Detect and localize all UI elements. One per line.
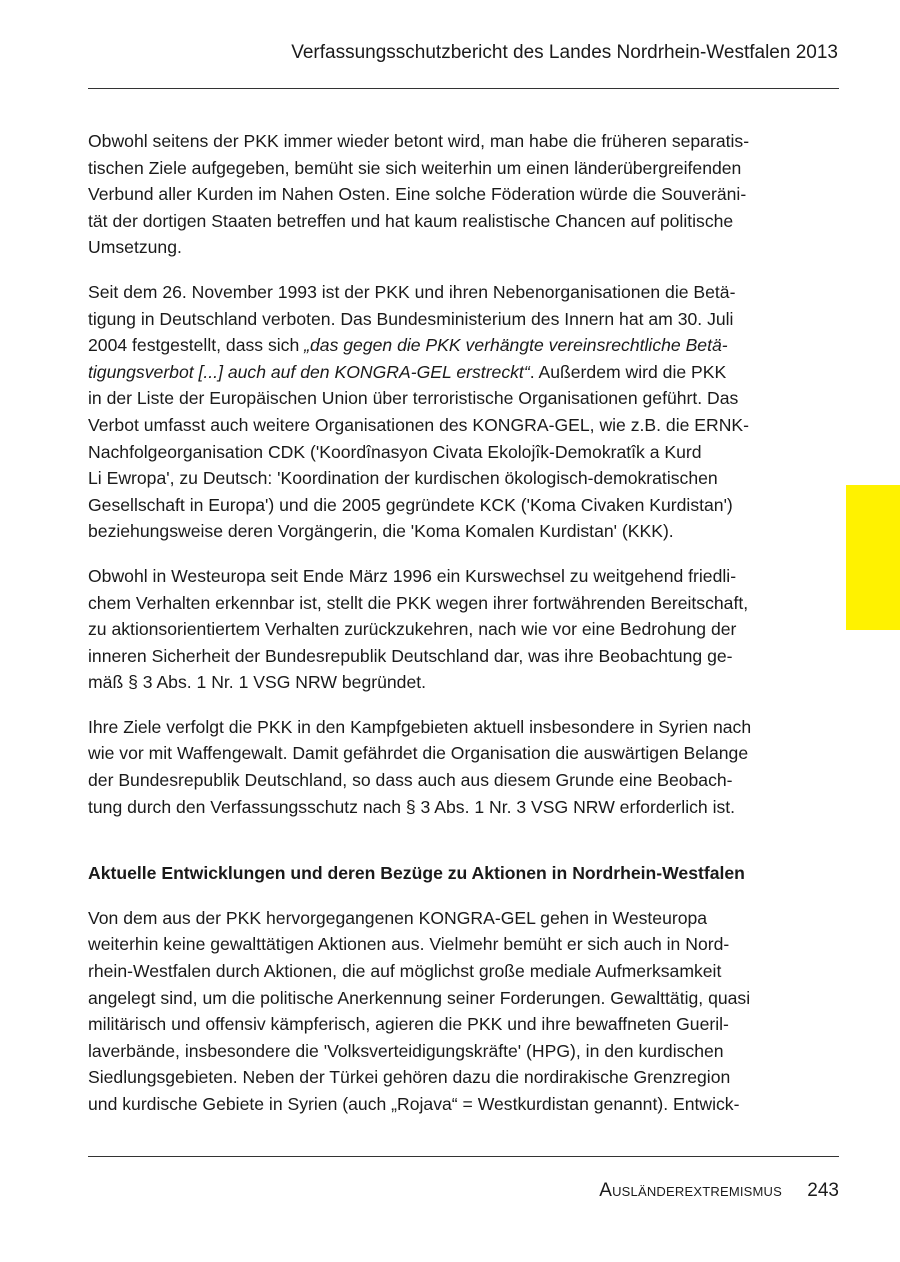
- text-line: der Bundesrepublik Deutschland, so dass auch aus diesem Grunde eine Beobach-: [88, 770, 733, 791]
- text-line: Umsetzung.: [88, 237, 182, 258]
- text-line: mäß § 3 Abs. 1 Nr. 1 VSG NRW begründet.: [88, 672, 427, 693]
- text-line: Ihre Ziele verfolgt die PKK in den Kampfgebieten aktuell insbesondere in Syrien nach: [88, 716, 752, 737]
- paragraph-3: [88, 563, 788, 696]
- body-text: [88, 128, 788, 1136]
- text-line: rhein-Westfalen durch Aktionen, die auf möglichst große mediale Aufmerksamkeit: [88, 961, 722, 982]
- text-line: Von dem aus der PKK hervorgegangenen KONGRA-GEL gehen in Westeuropa: [88, 907, 708, 928]
- text-line: tung durch den Verfassungsschutz nach § 3 Abs. 1 Nr. 3 VSG NRW erforderlich ist.: [88, 796, 736, 817]
- text-line: laverbände, insbesondere die 'Volksverteidigungskräfte' (HPG), in den kurdischen: [88, 1040, 724, 1061]
- page-number: 243: [807, 1180, 839, 1201]
- header-rule: [88, 88, 839, 89]
- text-line: [88, 332, 788, 359]
- page-footer: [599, 1180, 839, 1202]
- text-line: Obwohl in Westeuropa seit Ende März 1996 ein Kurswechsel zu weitgehend friedli-: [88, 565, 737, 586]
- text-line: in der Liste der Europäischen Union über terroristische Organisationen geführt. Das: [88, 388, 739, 409]
- paragraph-5: [88, 905, 788, 1118]
- text-line: chem Verhalten erkennbar ist, stellt die PKK wegen ihrer fortwährenden Bereitschaft,: [88, 592, 749, 613]
- text-line: zu aktionsorientiertem Verhalten zurückzukehren, nach wie vor eine Bedrohung der: [88, 619, 737, 640]
- section-heading: Aktuelle Entwicklungen und deren Bezüge zu Aktionen in Nordrhein-Westfalen: [88, 863, 745, 884]
- text-line: tischen Ziele aufgegeben, bemüht sie sich weiterhin um einen länderübergreifenden: [88, 157, 742, 178]
- text-line: Obwohl seitens der PKK immer wieder betont wird, man habe die früheren separatis-: [88, 131, 750, 151]
- text-line: [88, 359, 788, 386]
- text-line: tigung in Deutschland verboten. Das Bundesministerium des Innern hat am 30. Juli: [88, 308, 734, 329]
- text-line: Verbund aller Kurden im Nahen Osten. Eine solche Föderation würde die Souveräni-: [88, 184, 747, 205]
- text-line: Siedlungsgebieten. Neben der Türkei gehören dazu die nordirakische Grenzregion: [88, 1067, 731, 1088]
- paragraph-2: [88, 279, 788, 545]
- paragraph-4: [88, 714, 788, 820]
- text-line: militärisch und offensiv kämpferisch, agieren die PKK und ihre bewaffneten Gueril-: [88, 1014, 729, 1035]
- text-line: inneren Sicherheit der Bundesrepublik Deutschland dar, was ihre Beobachtung ge-: [88, 645, 733, 666]
- text-line: Nachfolgeorganisation CDK ('Koordînasyon Civata Ekolojîk-Demokratîk a Kurd: [88, 441, 702, 462]
- quotation: „das gegen die PKK verhängte vereinsrechtliche Betä-: [304, 335, 728, 356]
- chapter-tab-marker: [846, 485, 900, 630]
- text-line: Seit dem 26. November 1993 ist der PKK und ihren Nebenorganisationen die Betä-: [88, 281, 736, 302]
- text-line: und kurdische Gebiete in Syrien (auch „Rojava“ = Westkurdistan genannt). Entwick-: [88, 1094, 740, 1114]
- text-line: beziehungsweise deren Vorgängerin, die 'Koma Komalen Kurdistan' (KKK).: [88, 521, 674, 542]
- running-header: Verfassungsschutzbericht des Landes Nordrhein-Westfalen 2013: [291, 42, 838, 63]
- text-line: Gesellschaft in Europa') und die 2005 gegründete KCK ('Koma Civaken Kurdistan'): [88, 494, 733, 515]
- text-line: Li Ewropa', zu Deutsch: 'Koordination der kurdischen ökologisch-demokratischen: [88, 468, 718, 489]
- text-line: weiterhin keine gewalttätigen Aktionen aus. Vielmehr bemüht er sich auch in Nord-: [88, 934, 730, 955]
- text-line: angelegt sind, um die politische Anerkennung seiner Forderungen. Gewalttätig, quasi: [88, 987, 751, 1008]
- footer-section-title: Ausländerextremismus: [599, 1180, 783, 1201]
- quotation: tigungsverbot [...] auch auf den KONGRA-GEL erstreckt“: [88, 361, 530, 382]
- paragraph-1: [88, 128, 788, 261]
- footer-rule: [88, 1156, 839, 1157]
- text-line: wie vor mit Waffengewalt. Damit gefährdet die Organisation die auswärtigen Belange: [88, 743, 749, 764]
- plain-text: . Außerdem wird die PKK: [529, 361, 727, 382]
- text-line: Verbot umfasst auch weitere Organisationen des KONGRA-GEL, wie z.B. die ERNK-: [88, 414, 750, 435]
- plain-text: 2004 festgestellt, dass sich: [88, 335, 305, 356]
- text-line: tät der dortigen Staaten betreffen und hat kaum realistische Chancen auf politische: [88, 210, 734, 231]
